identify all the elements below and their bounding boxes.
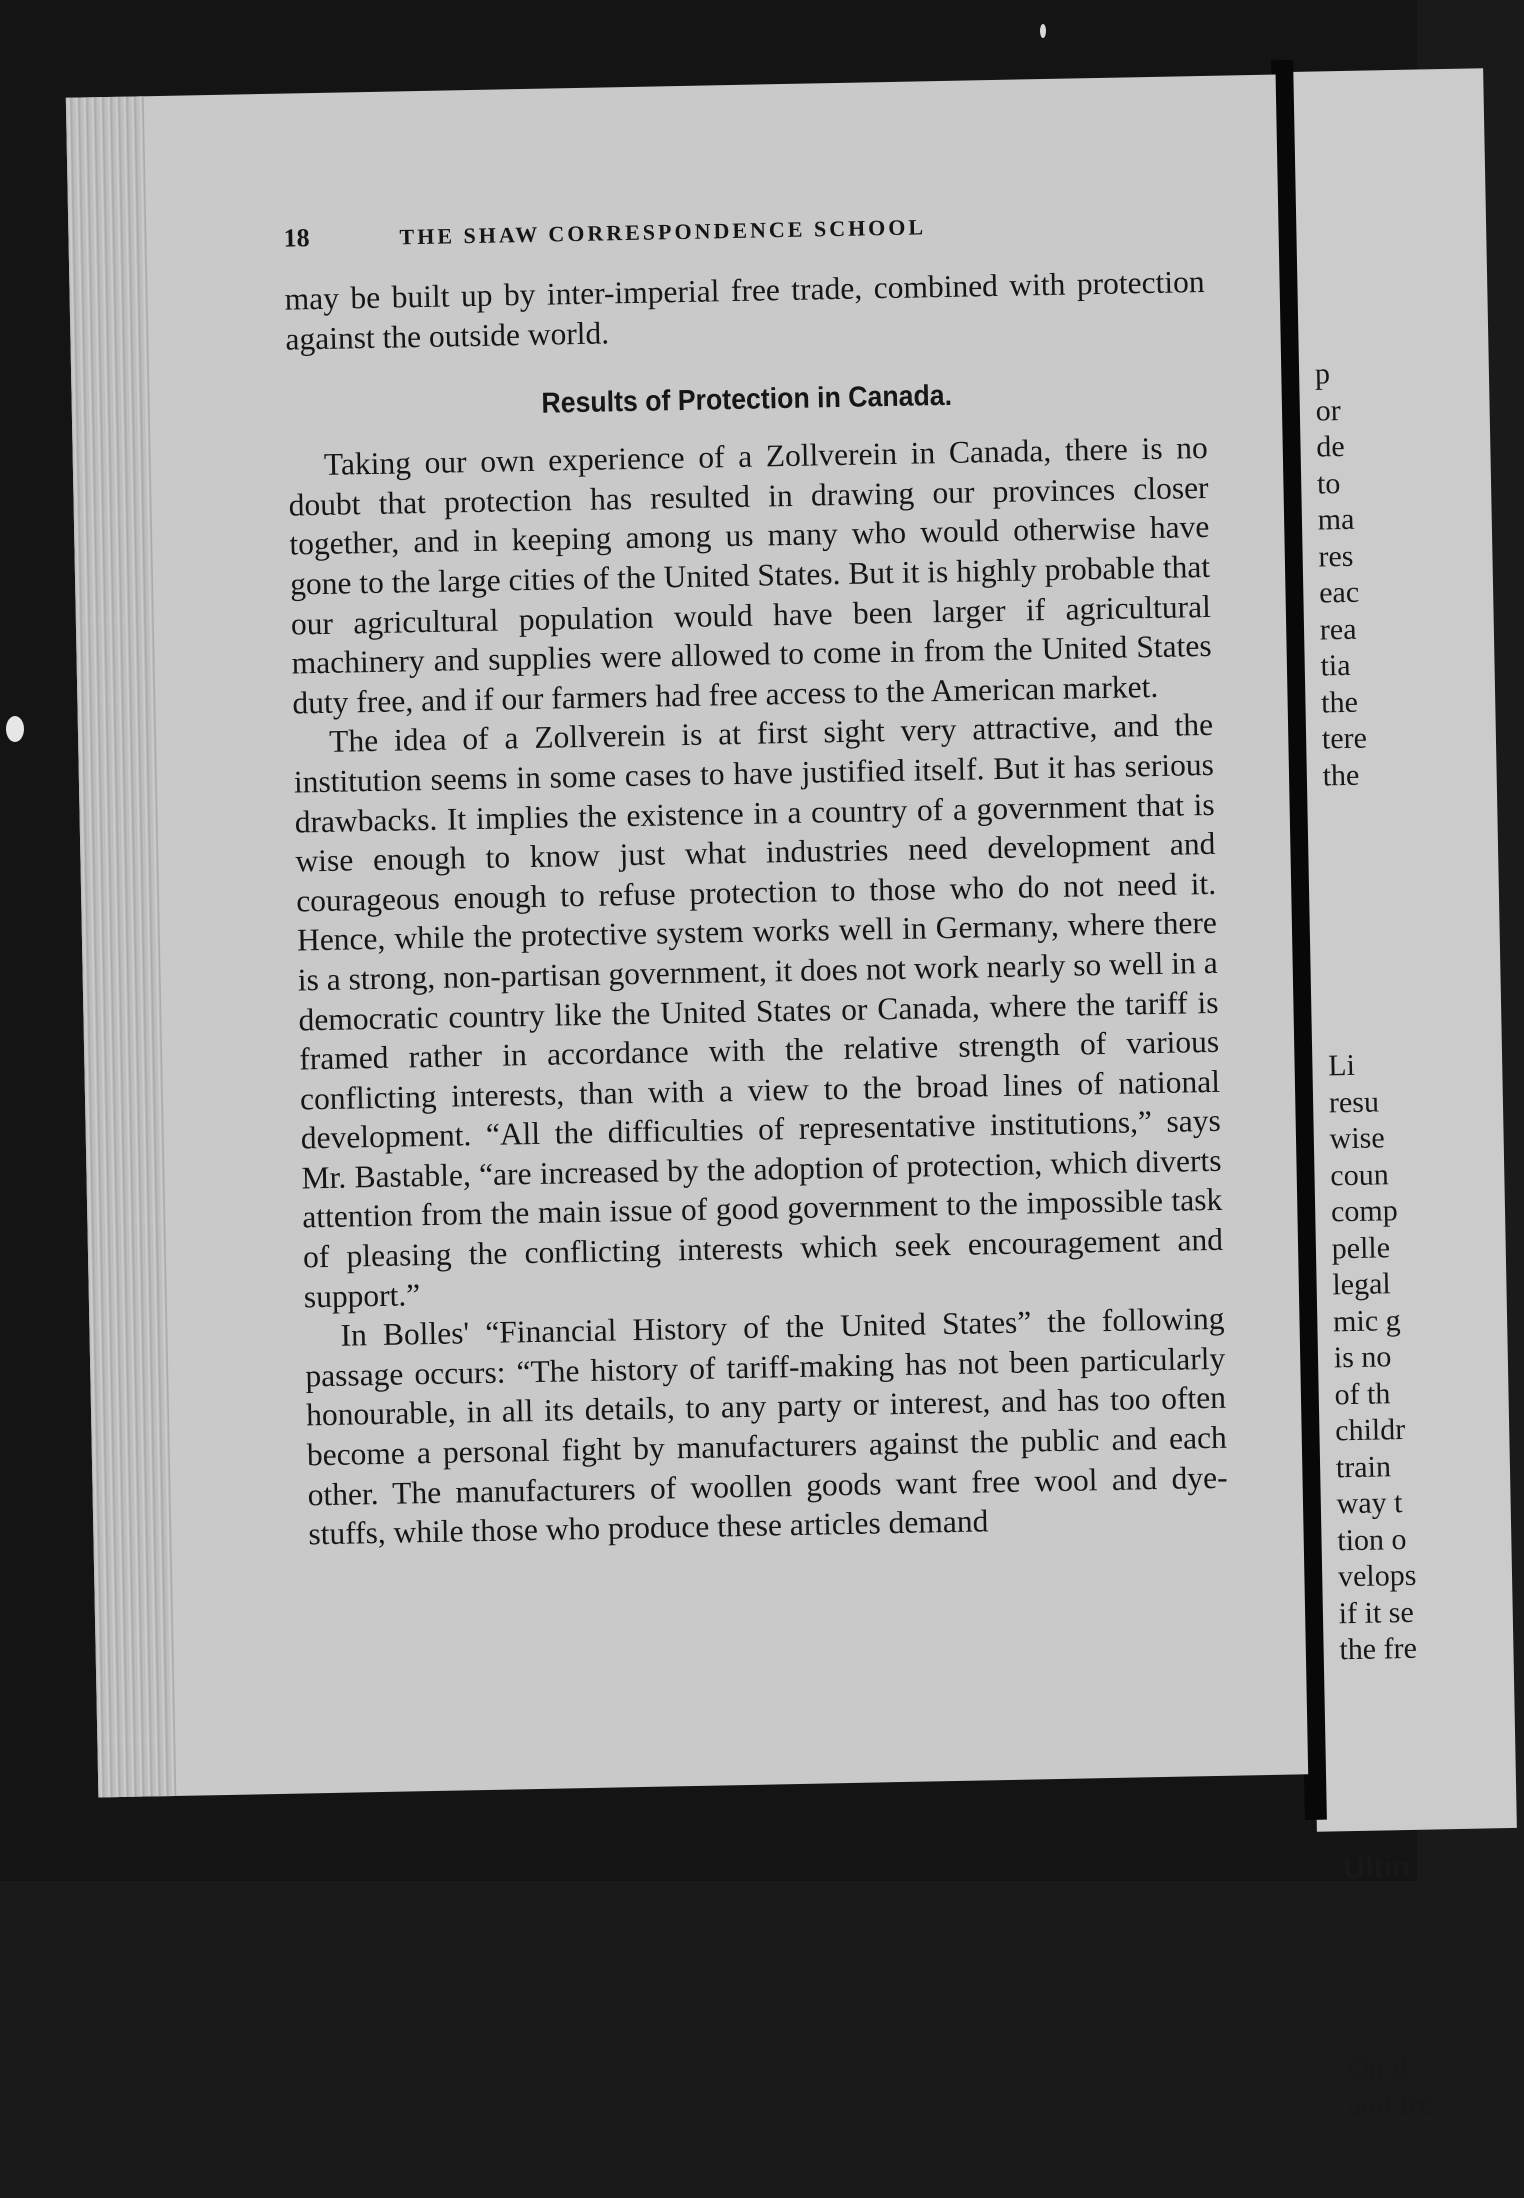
- running-title: THE SHAW CORRESPONDENCE SCHOOL: [399, 214, 927, 250]
- facing-page-line: res: [1318, 539, 1354, 573]
- facing-page-lines-bottom: [1347, 2050, 1433, 2125]
- dust-speck: [1040, 24, 1046, 38]
- facing-page-line: way t: [1336, 1486, 1403, 1521]
- facing-page-line: of th: [1334, 1376, 1391, 1411]
- facing-page-line: train: [1335, 1449, 1392, 1484]
- paragraph: Taking our own experience of a Zollverein in Canada, there is no doubt that protection has resulted in drawing our provinces closer together, and in keeping among us many who would otherwise have gone to the large cities of the United States. But it is highly probable that our agricultural population would have been larger if agricultural machinery and supplies were allowed to come in from the United States duty free, and if our farmers had free access to the American market.: [288, 430, 1212, 721]
- facing-page-line: wise: [1329, 1121, 1385, 1156]
- facing-page-line: the: [1322, 758, 1360, 792]
- facing-page-line: if it se: [1338, 1595, 1415, 1630]
- facing-page-line: the fre: [1339, 1631, 1418, 1667]
- facing-page-line: de: [1316, 429, 1345, 464]
- facing-page-line: or: [1315, 393, 1341, 428]
- facing-page-line: velops: [1337, 1558, 1417, 1594]
- facing-page-line: mic g: [1332, 1303, 1401, 1338]
- paragraph: In Bolles' “Financial History of the United States” the following passage occurs: “The history of tariff-making has not been particularly honourable, in all its details, to any party or interest, and has too often become a personal fight by manufacturers against the public and each other. The manufacturers of woollen goods want free wool and dye-stuffs, while those who produce these articles demand: [305, 1301, 1228, 1552]
- section-heading: Results of Protection in Canada.: [541, 380, 953, 420]
- facing-page-line: childr: [1334, 1412, 1406, 1448]
- facing-page-line: tere: [1321, 721, 1368, 756]
- facing-page-line: Li: [1327, 1048, 1356, 1083]
- facing-page-line: legal: [1332, 1267, 1392, 1302]
- facing-page-heading-fragment: Ultin: [1343, 1850, 1411, 1885]
- opening-paragraph: may be built up by inter-imperial free trade, combined with protection against the outside world.: [284, 263, 1205, 357]
- facing-page-line: tia: [1320, 648, 1351, 683]
- facing-page-line: resu: [1328, 1084, 1380, 1119]
- running-head: [283, 206, 1203, 254]
- dust-speck: [6, 716, 24, 742]
- facing-page-line: and fre: [1347, 2087, 1433, 2122]
- page-edges: [66, 96, 177, 1797]
- facing-page-line: the: [1320, 685, 1359, 719]
- facing-page-line: pelle: [1331, 1230, 1391, 1265]
- facing-page-line: eac: [1318, 575, 1360, 610]
- facing-page-line: coun: [1329, 1157, 1389, 1192]
- paragraph: The idea of a Zollverein is at first sight very attractive, and the institution seems in some cases to have justified itself. But it has serious drawbacks. It implies the existence in a country of a government that is wise enough to know just what industries need development and courageous enough to refuse protection to those who do not need it. Hence, while the protective system works well in Germany, where there is a strong, non-partisan government, it does not work nearly so well in a democratic country like the United States or Canada, where the tariff is framed rather in accordance with the relative strength of various conflicting interests, than with a view to the broad lines of national development. “All the difficulties of representative institutions,” says Mr. Bastable, “are increased by the adoption of protection, which diverts attention from the main issue of good government to the impossible task of pleasing the conflicting interests which seek encouragement and support.”: [293, 707, 1224, 1315]
- facing-page-line: p: [1314, 357, 1331, 391]
- facing-page-line: tion o: [1337, 1522, 1407, 1557]
- facing-page-line: comp: [1330, 1194, 1398, 1229]
- facing-page-lines-middle: [1328, 1047, 1424, 1669]
- page-number: 18: [283, 223, 310, 253]
- facing-page-lines-top: [1315, 355, 1408, 795]
- facing-page-line: ma: [1317, 502, 1355, 537]
- page: [66, 75, 1308, 1798]
- facing-page-line: rea: [1319, 612, 1357, 646]
- page-body: [283, 206, 1228, 1554]
- facing-page-text: [1313, 282, 1434, 2197]
- facing-page-line: to: [1316, 466, 1341, 501]
- facing-page-line: On tl: [1347, 2051, 1409, 2086]
- facing-page-line: is no: [1333, 1340, 1392, 1375]
